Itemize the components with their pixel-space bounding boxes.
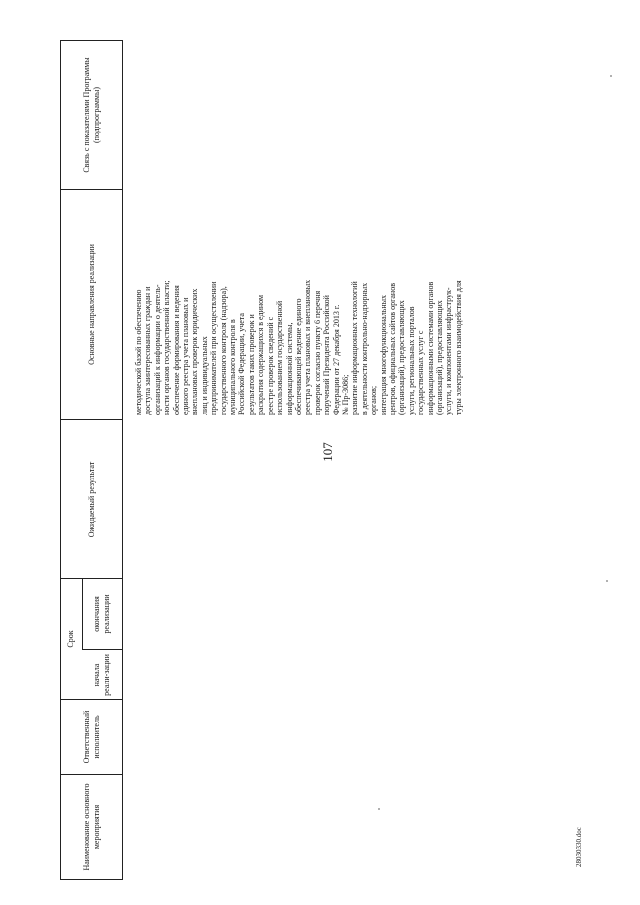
directions-cell — [134, 45, 463, 415]
directions-line: организаций к информации о деятель- — [152, 284, 162, 415]
header-term-end: окончания реализации — [92, 594, 111, 634]
col-rule-0 — [60, 879, 122, 880]
directions-line: поручений Президента Российской — [322, 295, 332, 415]
directions-line: единого реестра учета плановых и — [181, 297, 191, 415]
directions-line: (организаций), предоставляющих — [397, 300, 407, 415]
header-term-start: начала реали-зации — [92, 654, 111, 696]
directions-line: Федерации от 27 декабря 2013 г. — [331, 304, 341, 415]
col-rule-1 — [60, 774, 122, 775]
directions-line: лиц и индивидуальных — [199, 336, 209, 415]
directions-line: результатов таких проверок и — [246, 314, 256, 415]
directions-line: интеграция многофункциональных — [378, 294, 388, 415]
directions-line: центров, официальных сайтов органов — [387, 283, 397, 415]
term-subdivider — [82, 579, 83, 650]
directions-line: реестре проверок сведений с — [265, 316, 275, 415]
header-divider — [122, 40, 123, 880]
directions-line: услуги, и компонентами инфраструк- — [444, 287, 454, 415]
header-main-measure: Наименование основного мероприятия — [82, 783, 101, 871]
page-number: 107 — [320, 442, 335, 462]
directions-line: обеспечивающей ведение единого — [293, 298, 303, 415]
col-rule-6 — [60, 189, 122, 190]
directions-line: в деятельности контрольно-надзорных — [359, 282, 369, 415]
file-name: 28030330.doc — [575, 827, 583, 867]
directions-line: государственного контроля (надзора), — [218, 286, 228, 415]
directions-line: предпринимателей при осуществлении — [209, 281, 219, 415]
scan-speck — [610, 75, 612, 77]
header-term: Срок — [66, 630, 75, 648]
scan-speck — [606, 580, 608, 582]
directions-line: использованием государственной — [275, 300, 285, 415]
col-rule-7 — [60, 40, 122, 41]
directions-line: развитие информационных технологий — [350, 281, 360, 415]
table-border-top — [60, 40, 61, 880]
directions-line: информационной системы, — [284, 322, 294, 415]
directions-line: органов; — [369, 385, 379, 415]
directions-line: методической базой по обеспечению — [134, 289, 143, 415]
directions-line: доступа заинтересованных граждан и — [143, 286, 153, 415]
header-directions: Основные направления реализации — [87, 244, 96, 365]
directions-line: туры электронного взаимодействия для — [453, 280, 463, 415]
directions-line: проверок согласно пункту 6 перечня — [312, 290, 322, 415]
directions-line: информационными системами органов — [425, 281, 435, 415]
directions-line: № Пр-3086; — [340, 374, 350, 415]
header-expected-result: Ожидаемый результат — [87, 461, 96, 538]
col-rule-3 — [82, 649, 122, 650]
scan-speck — [378, 808, 380, 810]
directions-line: (организаций), предоставляющих — [435, 300, 444, 415]
directions-line: Российской Федерации, учета — [237, 313, 247, 415]
header-indicator-link: Связь с показателями Программы (подпрограммы) — [82, 57, 101, 173]
directions-line: внеплановых проверок юридических — [190, 288, 200, 415]
measures-table — [60, 40, 615, 880]
directions-line: раскрытия содержащихся в едином — [256, 294, 266, 415]
header-responsible: Ответственный исполнитель — [82, 710, 101, 764]
col-rule-5 — [60, 419, 122, 420]
directions-line: обеспечение формирования и ведения — [171, 285, 181, 415]
col-rule-2 — [60, 699, 122, 700]
directions-line: услуги, региональных порталов — [406, 306, 416, 415]
directions-line: реестра учета плановых и внеплановых — [303, 279, 313, 415]
directions-line: государственных услуг с — [416, 330, 426, 415]
directions-line: ности органов государственной власти; — [162, 280, 172, 415]
directions-line: муниципального контроля в — [228, 319, 238, 415]
